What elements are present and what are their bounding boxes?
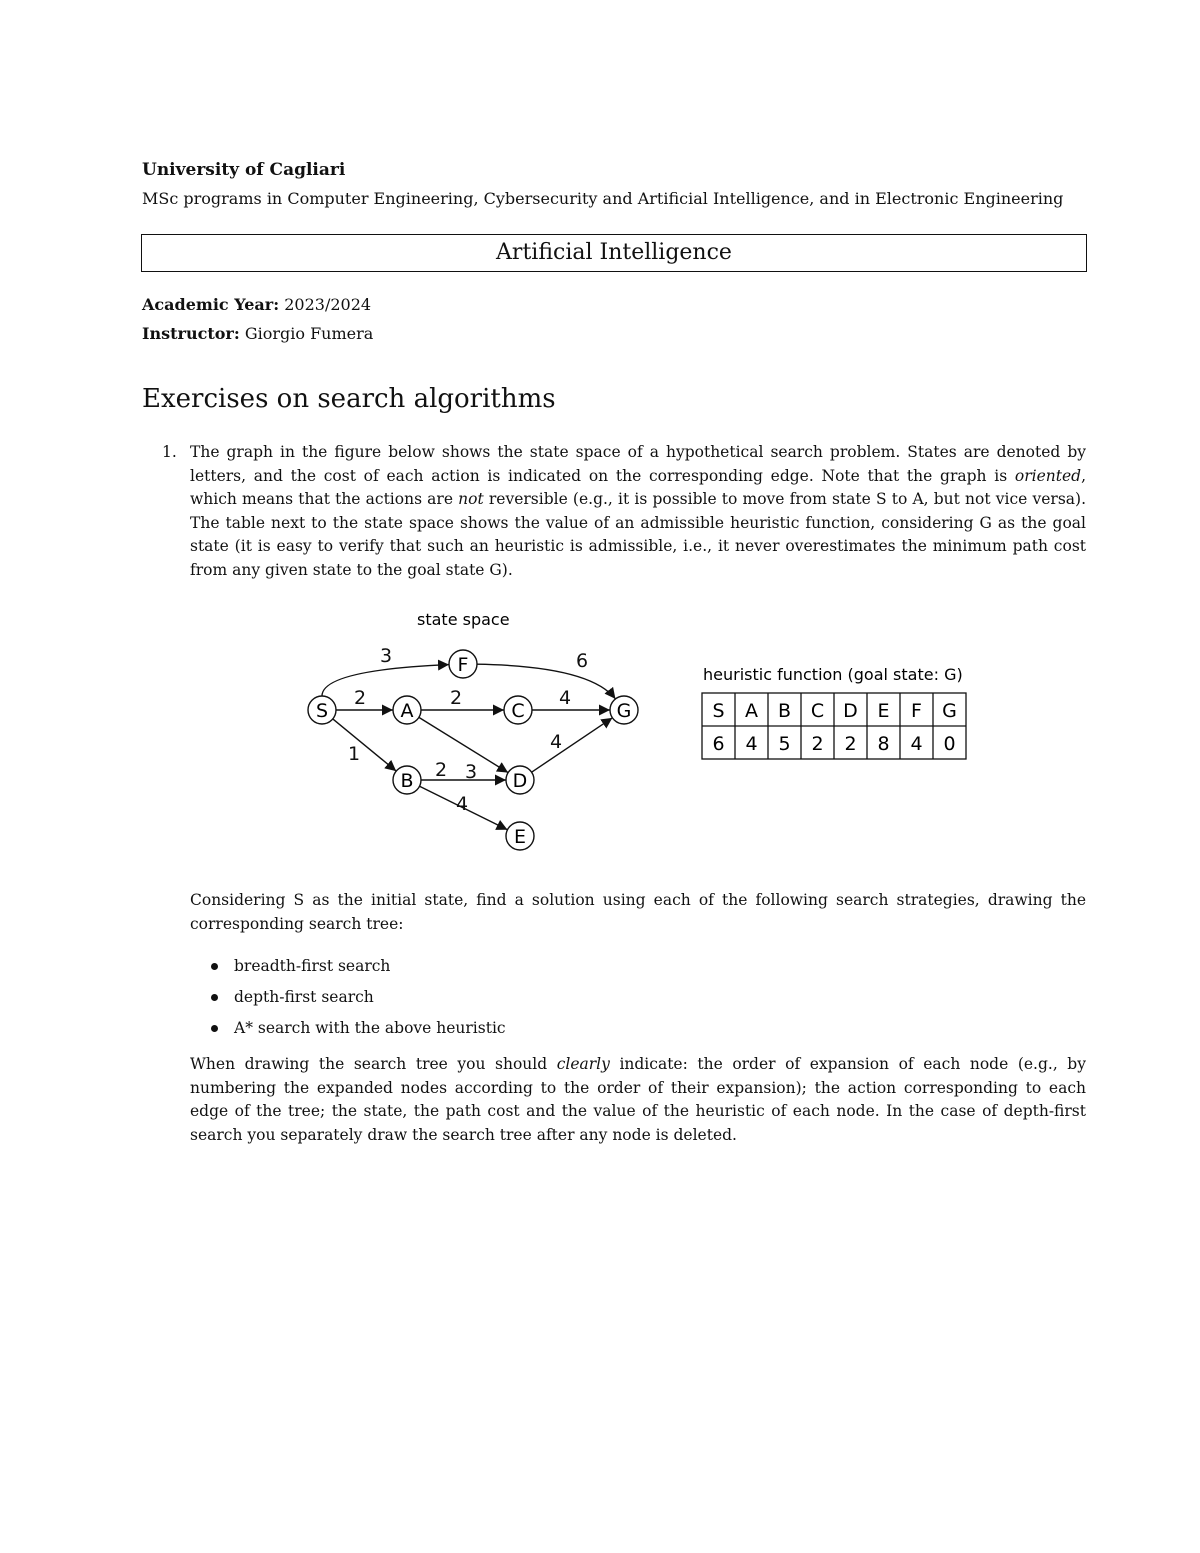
heuristic-state-cell: F [911, 700, 922, 722]
intro-part-2: , which means that the actions are [190, 466, 1086, 508]
exercise-intro [190, 441, 1086, 582]
bullet-icon [211, 963, 218, 970]
bullet-icon [211, 994, 218, 1001]
instructions-part-2: indicate: the order of expansion of each node (e.g., by numbering the expanded nodes according to the order of their expansion); the action corresponding to each edge of the tree; the state, the path cost and the value of the heuristic of each node. In the case of depth-first search you separately draw the search tree after any node is deleted. [190, 1055, 1086, 1144]
graph-node-d [506, 766, 534, 794]
node-label: C [511, 700, 525, 722]
edge-cost-label: 2 [449, 687, 463, 709]
graph-node-e [506, 822, 534, 850]
instructor [142, 324, 373, 343]
graph-node-b [393, 766, 421, 794]
node-label: E [513, 826, 527, 848]
graph-title: state space [417, 610, 510, 629]
heuristic-value-cell: 2 [844, 733, 857, 755]
heuristic-value-cell: 2 [811, 733, 824, 755]
state-space-figure [290, 600, 990, 860]
graph-node-f [449, 650, 477, 678]
graph-node-c [504, 696, 532, 724]
intro-not: not [458, 490, 484, 508]
edge-cost-label: 3 [379, 645, 393, 667]
edge-s-b [333, 719, 396, 771]
heuristic-value-cell: 5 [778, 733, 791, 755]
intro-part-1: The graph in the figure below shows the state space of a hypothetical search problem. States are denoted by letters, and the cost of each action is indicated on the corresponding edge. Note that the graph is [190, 443, 1086, 485]
heuristic-value-cell: 4 [910, 733, 923, 755]
academic-year [142, 295, 371, 314]
heuristic-value-cell: 4 [745, 733, 758, 755]
graph-node-s [308, 696, 336, 724]
academic-year-value: 2023/2024 [284, 295, 372, 314]
course-title: Artificial Intelligence [141, 234, 1087, 272]
node-label: D [512, 770, 528, 792]
heuristic-title: heuristic function (goal state: G) [703, 665, 963, 684]
heuristic-state-cell: B [777, 700, 792, 722]
heuristic-state-cell: S [712, 700, 725, 722]
node-label: S [315, 700, 329, 722]
graph-node-a [393, 696, 421, 724]
edge-cost-label: 6 [575, 650, 589, 672]
task-text: Considering S as the initial state, find a solution using each of the following search strategies, drawing the corresponding search tree: [190, 891, 1086, 933]
section-title: Exercises on search algorithms [142, 384, 556, 414]
edge-cost-label: 4 [455, 793, 469, 815]
bullet-icon [211, 1025, 218, 1032]
edge-cost-label: 1 [347, 743, 361, 765]
edge-cost-label: 3 [464, 761, 478, 783]
heuristic-state-cell: C [810, 700, 825, 722]
edge-a-d [419, 717, 508, 772]
edge-cost-label: 4 [558, 687, 572, 709]
exercise-number: 1. [162, 443, 177, 461]
heuristic-state-cell: D [843, 700, 858, 722]
edge-cost-label: 2 [353, 687, 367, 709]
heuristic-state-cell: G [942, 700, 957, 722]
academic-year-label: Academic Year: [142, 295, 280, 314]
edge-s-f [322, 665, 449, 696]
graph-node-g [610, 696, 638, 724]
edge-d-g [532, 718, 613, 772]
heuristic-value-cell: 0 [943, 733, 956, 755]
instructor-label: Instructor: [142, 324, 240, 343]
instructions-text [190, 1053, 1086, 1147]
intro-oriented: oriented [1014, 466, 1082, 485]
heuristic-state-cell: A [745, 700, 758, 722]
node-label: B [400, 770, 414, 792]
edge-f-g [477, 664, 615, 699]
edge-cost-label: 4 [549, 731, 563, 753]
heuristic-state-cell: E [877, 700, 890, 722]
university-name: University of Cagliari [142, 160, 346, 180]
instructions-clearly: clearly [556, 1055, 610, 1073]
node-label: A [400, 700, 414, 722]
program-description: MSc programs in Computer Engineering, Cybersecurity and Artificial Intelligence, and in Electronic Engineering [142, 189, 1064, 208]
heuristic-value-cell: 8 [877, 733, 890, 755]
edge-cost-label: 2 [434, 759, 448, 781]
node-label: G [616, 700, 632, 722]
instructions-part-1: When drawing the search tree you should [190, 1055, 557, 1073]
node-label: F [457, 654, 469, 676]
heuristic-value-cell: 6 [712, 733, 725, 755]
instructor-value: Giorgio Fumera [244, 324, 374, 343]
intro-part-3: reversible (e.g., it is possible to move from state S to A, but not vice versa). The table next to the state space shows the value of an admissible heuristic function, considering G as the goal state (it is easy to verify that such an heuristic is admissible, i.e., it never overestimates the minimum path cost from any given state to the goal state G). [190, 490, 1086, 579]
